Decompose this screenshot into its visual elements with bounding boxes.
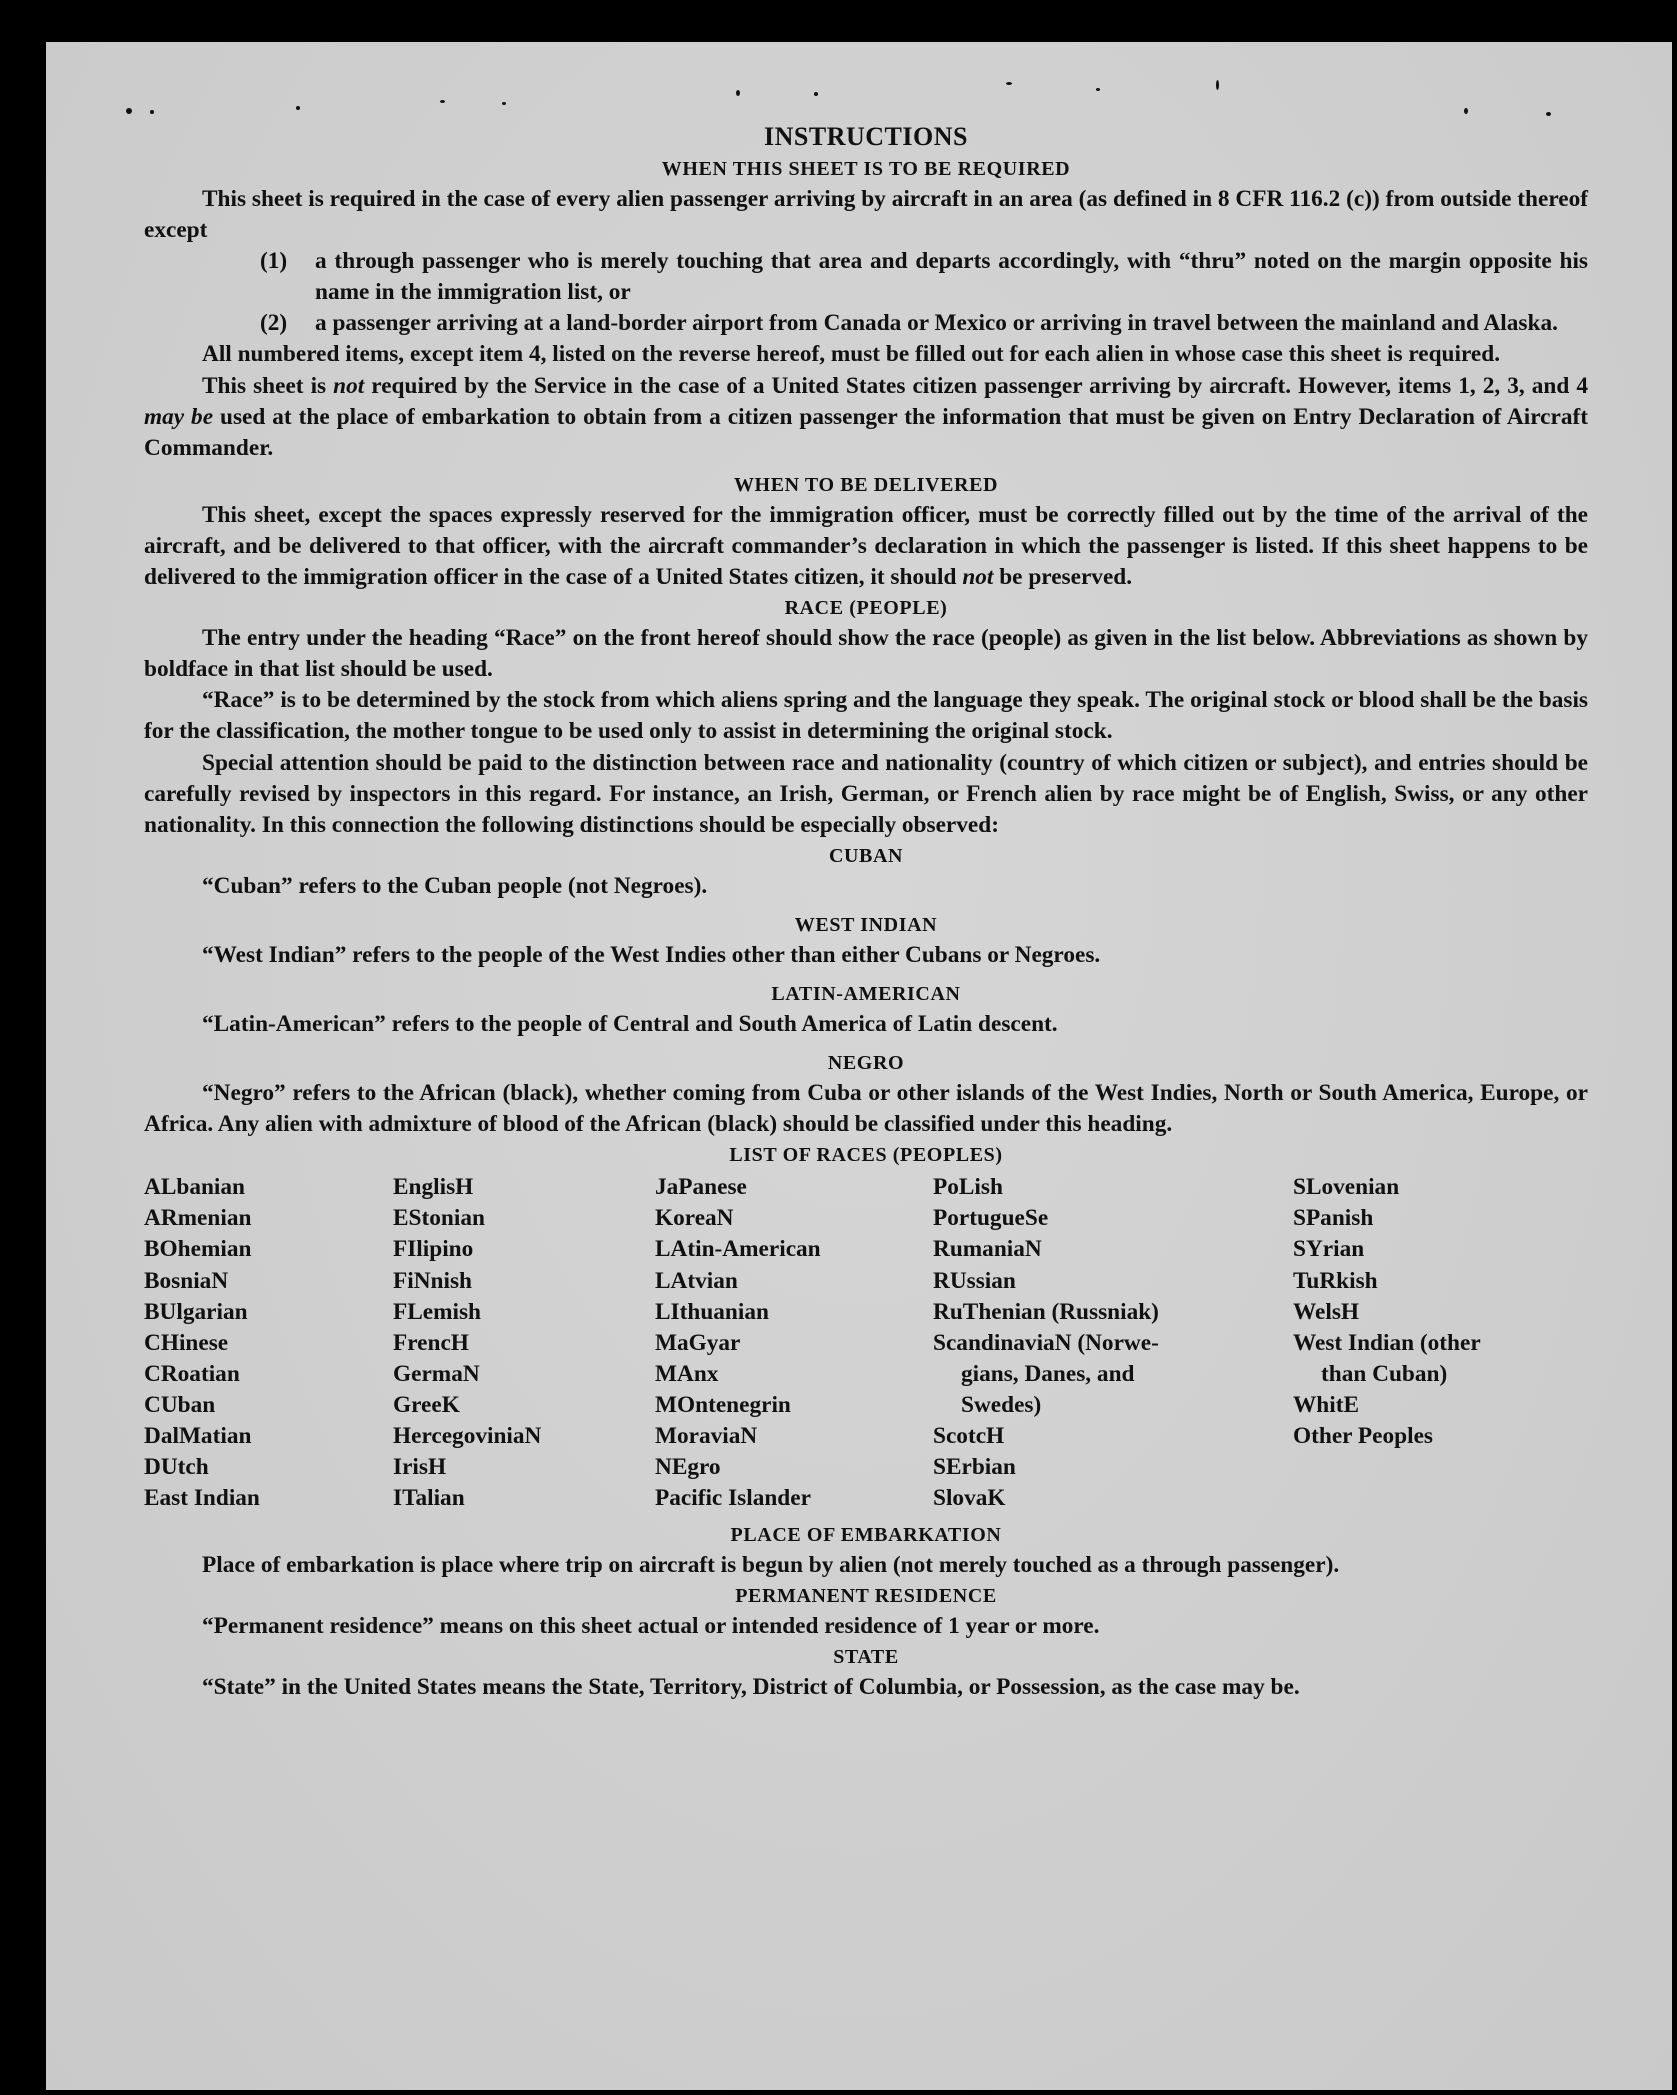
- race-entry: IrisH: [393, 1454, 447, 1481]
- paragraph: “Latin-American” refers to the people of Central and South America of Latin descent.: [202, 1010, 1058, 1037]
- race-entry: SPanish: [1293, 1205, 1374, 1232]
- section-heading: STATE: [833, 1646, 899, 1669]
- scan-speck: [150, 110, 154, 114]
- race-column: [144, 1172, 393, 1514]
- race-entry: WhitE: [1293, 1391, 1360, 1418]
- section-heading: PLACE OF EMBARKATION: [730, 1524, 1002, 1547]
- scan-speck: [126, 108, 132, 114]
- paragraph: “Negro” refers to the African (black), whether coming from Cuba or other islands of the West Indies, North or South America, Europe, or Africa. Any alien with admixture of blood of the African (black) should be classified under this heading.: [144, 1080, 1588, 1138]
- race-entry: DalMatian: [144, 1423, 252, 1449]
- race-entry: SErbian: [933, 1454, 1016, 1481]
- section-heading: LIST OF RACES (PEOPLES): [729, 1144, 1003, 1167]
- item-text: a passenger arriving at a land-border airport from Canada or Mexico or arriving in travel between the mainland and Alaska.: [315, 310, 1558, 337]
- race-entry: Pacific Islander: [655, 1485, 811, 1512]
- race-entry: ARmenian: [144, 1205, 252, 1232]
- race-entry: MAnx: [655, 1360, 719, 1387]
- race-column: [1293, 1172, 1588, 1514]
- race-entry: PortugueSe: [933, 1205, 1049, 1232]
- race-entry: ALbanian: [144, 1174, 246, 1201]
- paragraph: All numbered items, except item 4, listed on the reverse hereof, must be filled out for each alien in whose case this sheet is required.: [202, 341, 1501, 368]
- race-entry: East Indian: [144, 1485, 260, 1512]
- race-entry: West Indian (other: [1293, 1329, 1481, 1356]
- race-entry: MOntenegrin: [655, 1391, 791, 1418]
- scan-speck: [296, 106, 300, 110]
- race-entry: Other Peoples: [1293, 1423, 1433, 1449]
- race-column: [933, 1172, 1293, 1514]
- paragraph: This sheet is not required by the Service in the case of a United States citizen passenger arriving by aircraft. However, items 1, 2, 3, and 4 may be used at the place of embarkation to obtain from a citizen passenger the information that must be given on Entry Declaration of Aircraft Commander.: [144, 372, 1588, 461]
- race-entry: LAtvian: [655, 1267, 738, 1294]
- race-entry: KoreaN: [655, 1205, 734, 1232]
- race-entry: FLemish: [393, 1298, 482, 1325]
- numbered-item: [144, 308, 1588, 339]
- paragraph: This sheet is required in the case of every alien passenger arriving by aircraft in an area (as defined in 8 CFR 116.2 (c)) from outside thereof except: [144, 186, 1588, 244]
- item-text: a through passenger who is merely touching that area and departs accordingly, with “thru” noted on the margin opposite his name in the immigration list, or: [315, 248, 1588, 306]
- paragraph: Special attention should be paid to the distinction between race and nationality (country of which citizen or subject), and entries should be carefully revised by inspectors in this regard. For instance, an Irish, German, or French alien by race might be of English, Swiss, or any other nationality. In this connection the following distinctions should be especially observed:: [144, 749, 1588, 838]
- race-entry: than Cuban): [1321, 1360, 1448, 1387]
- race-entry: CHinese: [144, 1329, 229, 1356]
- race-entry: EStonian: [393, 1205, 485, 1232]
- race-entry: RumaniaN: [933, 1236, 1042, 1263]
- paragraph: “West Indian” refers to the people of the West Indies other than either Cubans or Negroes.: [202, 941, 1101, 968]
- paragraph: Place of embarkation is place where trip on aircraft is begun by alien (not merely touched as a through passenger).: [202, 1552, 1340, 1579]
- scan-speck: [1096, 88, 1100, 91]
- race-entry: Swedes): [961, 1391, 1042, 1418]
- section-heading: RACE (PEOPLE): [784, 597, 948, 620]
- race-entry: JaPanese: [655, 1174, 747, 1201]
- race-column: [655, 1172, 933, 1514]
- section-heading: WHEN THIS SHEET IS TO BE REQUIRED: [661, 158, 1071, 180]
- race-entry: LIthuanian: [655, 1298, 769, 1325]
- race-entry: FIlipino: [393, 1236, 474, 1263]
- paragraph: “Race” is to be determined by the stock from which aliens spring and the language they speak. The original stock or blood shall be the basis for the classification, the mother tongue to be used only to assist in determining the original stock.: [144, 687, 1588, 745]
- scan-speck: [1546, 112, 1551, 116]
- item-number: (2): [260, 310, 288, 337]
- instructions-text: [144, 120, 1588, 1704]
- section-heading: NEGRO: [827, 1052, 905, 1075]
- scan-speck: [814, 92, 818, 96]
- document-page: [46, 42, 1672, 2090]
- race-entry: EnglisH: [393, 1174, 474, 1201]
- page-title: INSTRUCTIONS: [764, 122, 968, 151]
- scan-speck: [502, 102, 506, 105]
- section-heading: WHEN TO BE DELIVERED: [733, 473, 999, 496]
- race-entry: GreeK: [393, 1391, 460, 1418]
- scan-speck: [1216, 80, 1219, 90]
- race-entry: ScandinaviaN (Norwe-: [933, 1329, 1159, 1356]
- race-entry: gians, Danes, and: [961, 1360, 1135, 1387]
- race-column: [393, 1172, 655, 1514]
- race-entry: BOhemian: [144, 1236, 252, 1263]
- race-entry: MaGyar: [655, 1329, 741, 1356]
- race-entry: RUssian: [933, 1267, 1016, 1294]
- race-entry: CRoatian: [144, 1360, 240, 1387]
- numbered-item: [144, 246, 1588, 308]
- race-entry: CUban: [144, 1391, 216, 1418]
- race-entry: SYrian: [1293, 1236, 1365, 1263]
- paragraph: The entry under the heading “Race” on the front hereof should show the race (people) as given in the list below. Abbreviations as shown by boldface in that list should be used.: [144, 625, 1588, 683]
- scan-speck: [1464, 108, 1468, 114]
- paragraph: “Permanent residence” means on this sheet actual or intended residence of 1 year or more.: [202, 1613, 1100, 1640]
- race-entry: WelsH: [1293, 1298, 1360, 1325]
- item-number: (1): [260, 248, 288, 275]
- race-entry: BosniaN: [144, 1267, 229, 1294]
- paragraph: This sheet, except the spaces expressly reserved for the immigration officer, must be correctly filled out by the time of the arrival of the aircraft, and be delivered to that officer, with the aircraft commander’s declaration in which the passenger is listed. If this sheet happens to be delivered to the immigration officer in the case of a United States citizen, it should not be preserved.: [144, 501, 1588, 591]
- race-entry: RuThenian (Russniak): [933, 1298, 1159, 1325]
- paragraph: “Cuban” refers to the Cuban people (not Negroes).: [202, 872, 708, 899]
- race-entry: MoraviaN: [655, 1423, 758, 1449]
- scan-speck: [440, 100, 445, 103]
- race-entry: FiNnish: [393, 1267, 472, 1294]
- section-heading: WEST INDIAN: [794, 913, 938, 936]
- race-entry: LAtin-American: [655, 1236, 821, 1263]
- paragraph: “State” in the United States means the State, Territory, District of Columbia, or Possession, as the case may be.: [202, 1674, 1300, 1701]
- race-entry: ITalian: [393, 1485, 465, 1512]
- race-entry: TuRkish: [1293, 1267, 1378, 1294]
- race-entry: NEgro: [655, 1454, 721, 1481]
- scan-speck: [1006, 82, 1012, 85]
- race-entry: ScotcH: [933, 1423, 1005, 1449]
- scan-speck: [736, 90, 740, 96]
- race-entry: DUtch: [144, 1454, 209, 1481]
- race-entry: SLovenian: [1293, 1174, 1400, 1201]
- race-entry: GermaN: [393, 1360, 480, 1387]
- section-heading: LATIN-AMERICAN: [771, 982, 961, 1005]
- section-heading: PERMANENT RESIDENCE: [735, 1585, 997, 1608]
- race-list: [144, 1172, 1588, 1514]
- race-entry: FrencH: [393, 1329, 469, 1356]
- race-entry: SlovaK: [933, 1485, 1006, 1512]
- race-entry: HercegoviniaN: [393, 1423, 542, 1449]
- race-entry: PoLish: [933, 1174, 1003, 1201]
- race-entry: BUlgarian: [144, 1298, 248, 1325]
- section-heading: CUBAN: [828, 844, 904, 867]
